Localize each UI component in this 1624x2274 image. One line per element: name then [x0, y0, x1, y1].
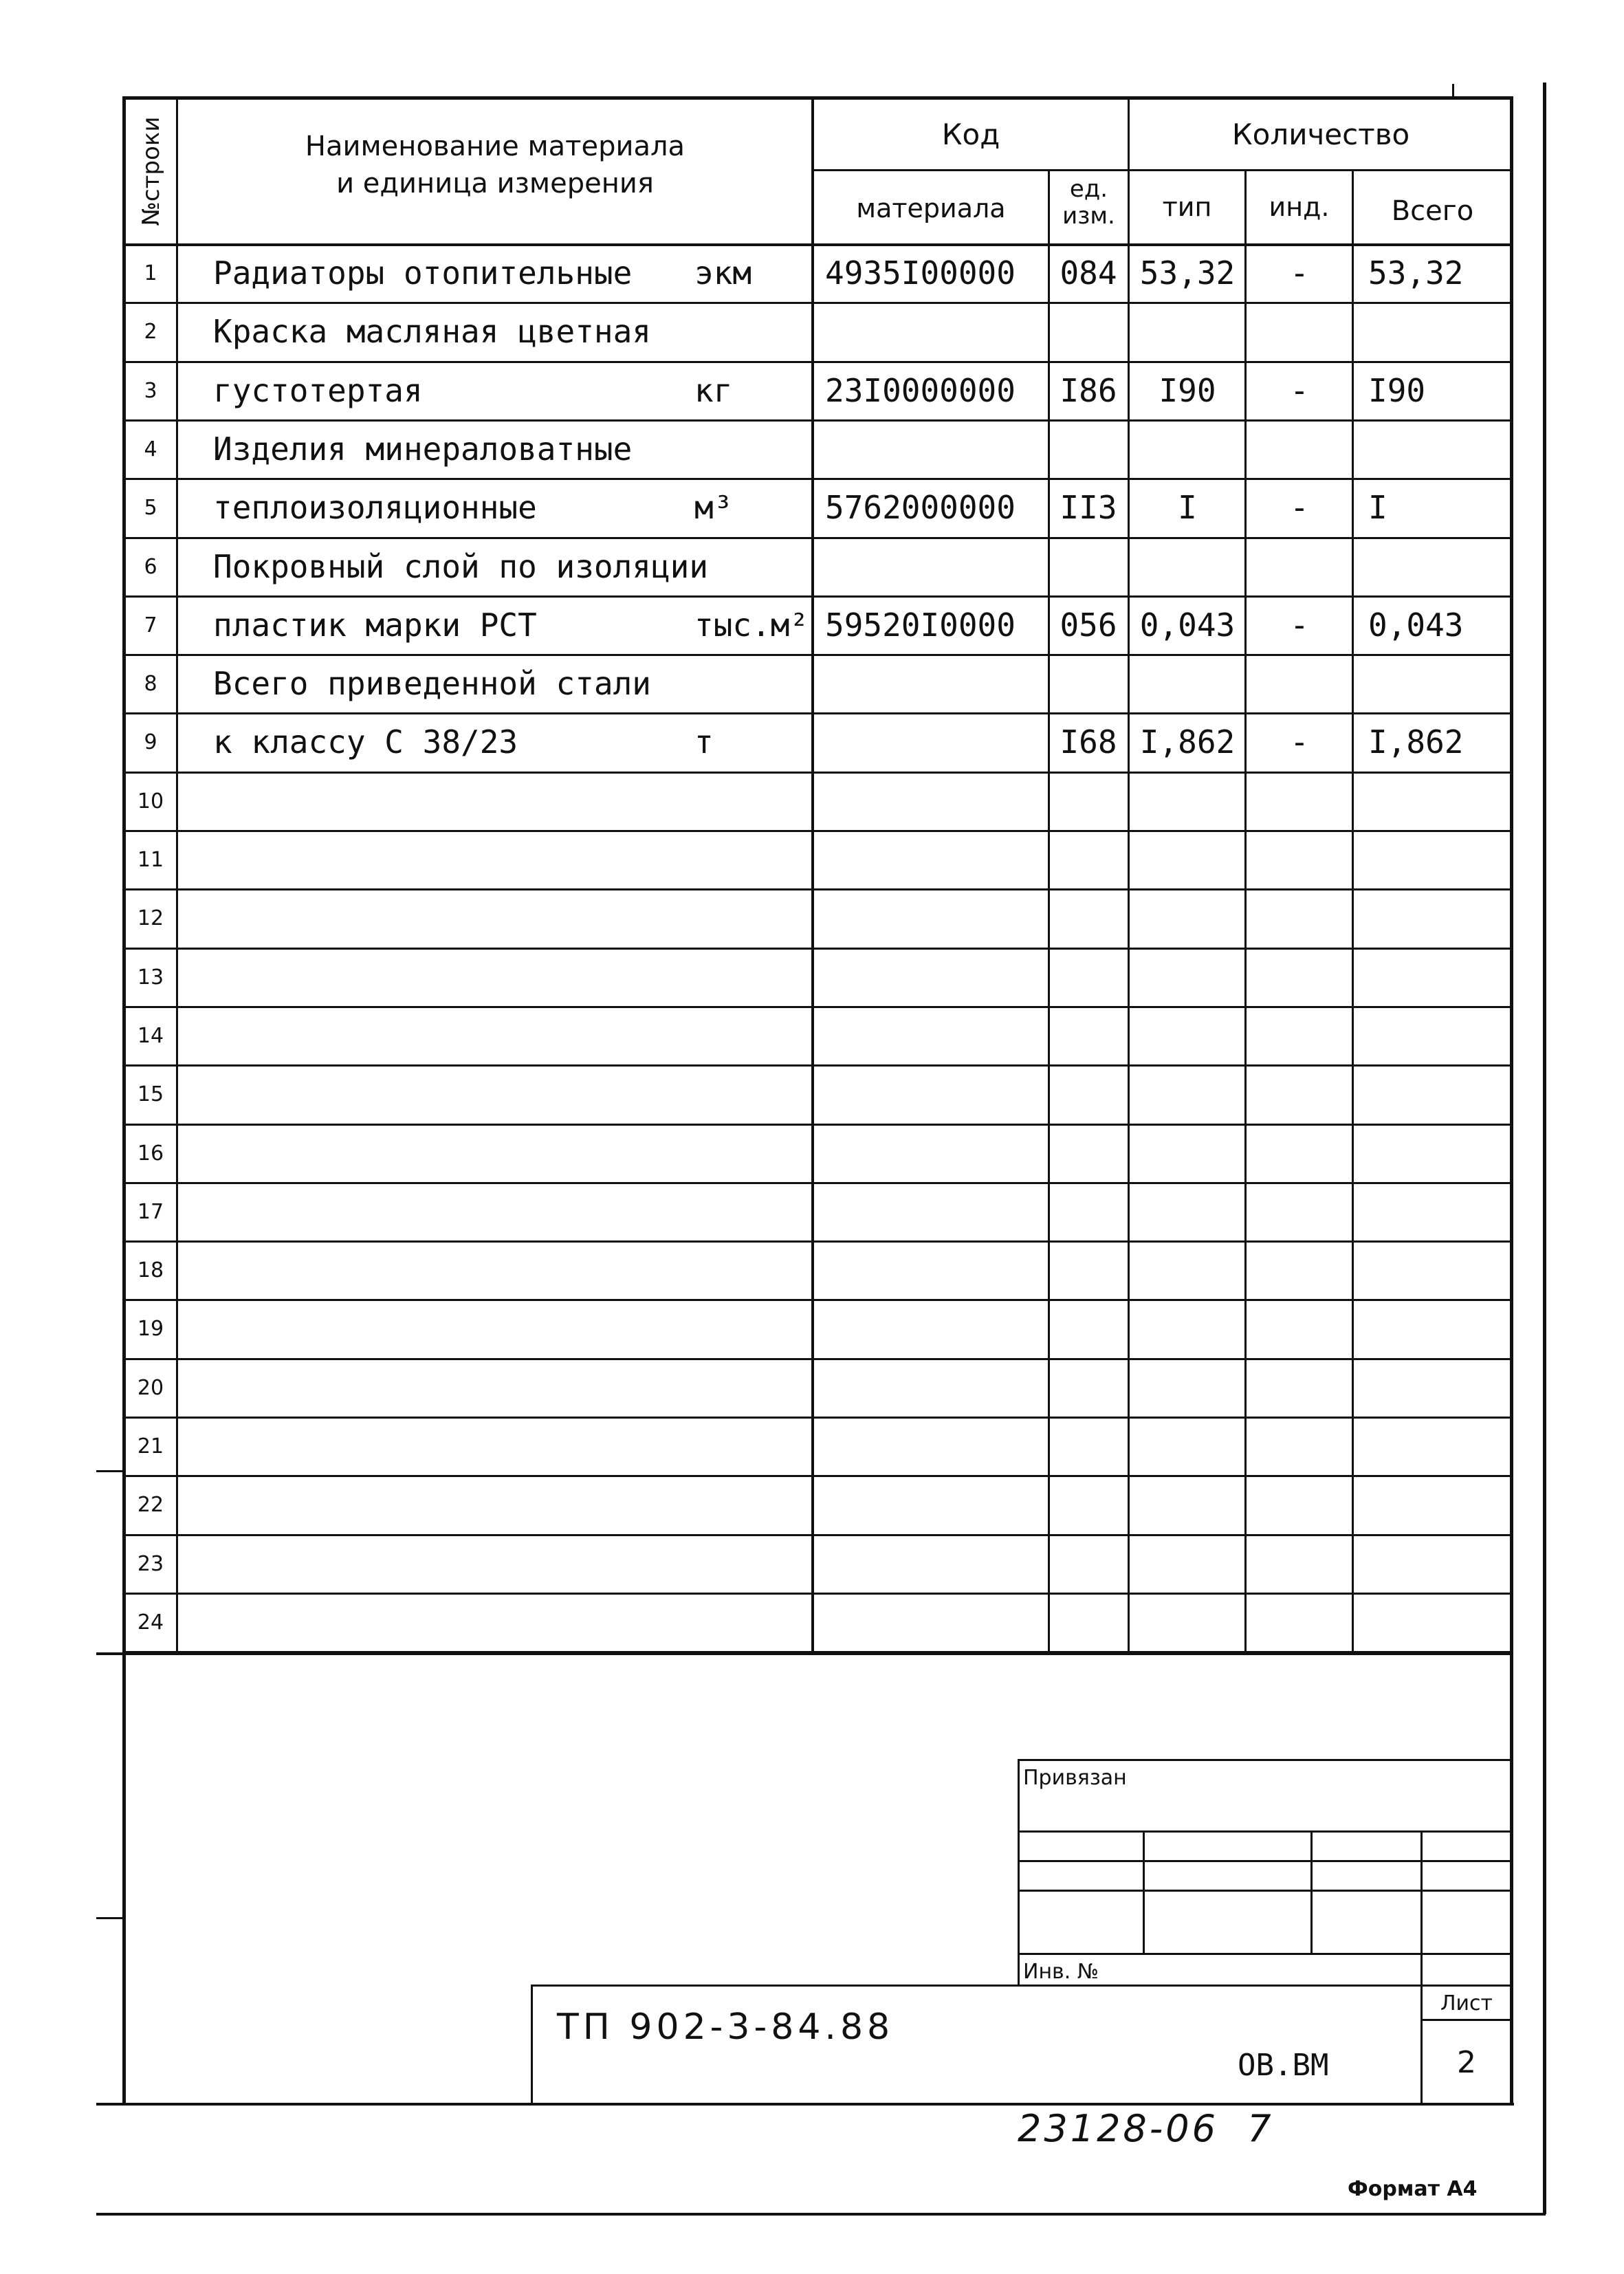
margin-tick-1: [96, 1470, 125, 1472]
cell-unit: экм: [694, 254, 752, 292]
row-number: 19: [137, 1317, 164, 1342]
cell-type: I,862: [1139, 723, 1236, 761]
cell-name: густотертая: [213, 371, 423, 409]
row-number: 23: [137, 1551, 164, 1576]
row-divider: [122, 1064, 1513, 1067]
cell-ucode: II3: [1060, 489, 1117, 527]
cell-name: теплоизоляционные: [213, 489, 537, 527]
row-number: 8: [144, 672, 157, 697]
header-code: Код: [941, 118, 1000, 151]
row-divider: [122, 302, 1513, 304]
row-divider: [122, 654, 1513, 656]
frame-bottom-line: [96, 2103, 1514, 2106]
corner-tick: [1452, 84, 1454, 98]
inv-number-label: Инв. №: [1023, 1960, 1099, 1984]
cell-ucode: I86: [1060, 371, 1117, 409]
row-divider: [122, 1534, 1513, 1536]
row-divider: [122, 712, 1513, 714]
stamp-box-left: [1018, 1759, 1020, 1986]
row-number: 9: [144, 730, 157, 755]
frame-top-line: [122, 96, 1513, 100]
cell-type: 53,32: [1139, 254, 1236, 292]
frame-right-line: [1510, 96, 1513, 2104]
header-bottom-line: [122, 243, 1513, 246]
stamp-box-top: [1018, 1759, 1511, 1761]
row-number: 2: [144, 320, 157, 345]
cell-ind: -: [1290, 254, 1309, 292]
row-number: 16: [137, 1141, 164, 1166]
sheet-number: 2: [1457, 2045, 1476, 2080]
cell-name: Радиаторы отопительные: [213, 254, 633, 292]
cell-name: Всего приведенной стали: [213, 665, 651, 703]
row-divider: [122, 419, 1513, 422]
cell-ind: -: [1290, 723, 1309, 761]
row-divider: [122, 830, 1513, 832]
cell-ucode: 056: [1060, 606, 1117, 644]
row-divider: [122, 1417, 1513, 1419]
header-material: материала: [856, 193, 1006, 223]
row-number: 22: [137, 1493, 164, 1518]
row-divider: [122, 1182, 1513, 1184]
row-number: 10: [137, 789, 164, 813]
cell-ucode: I68: [1060, 723, 1117, 761]
cell-code: 23I0000000: [825, 371, 1016, 409]
cell-unit: т: [694, 723, 714, 761]
col-line-unit: [1128, 96, 1130, 1654]
cell-code: 59520I0000: [825, 606, 1016, 644]
stamp-vline-2: [1310, 1830, 1313, 1954]
cell-name: Покровный слой по изоляции: [213, 547, 709, 585]
cell-unit: м³: [694, 489, 733, 527]
cell-ind: -: [1290, 489, 1309, 527]
row-number: 18: [137, 1258, 164, 1283]
main-stamp-top: [531, 1985, 1511, 1987]
row-number: 17: [137, 1199, 164, 1224]
row-divider: [122, 1593, 1513, 1595]
row-number: 4: [144, 437, 157, 461]
cell-name: пластик марки РСТ: [213, 606, 537, 644]
row-number: 7: [144, 613, 157, 637]
row-divider: [122, 478, 1513, 480]
row-number: 14: [137, 1023, 164, 1048]
format-label: Формат А4: [1348, 2177, 1478, 2201]
document-number: ТП 902-3-84.88: [557, 2007, 895, 2048]
col-line-rownum: [176, 96, 178, 1654]
row-divider: [122, 361, 1513, 363]
col-line-name: [811, 96, 814, 1654]
row-divider: [122, 948, 1513, 950]
cell-code: 4935I00000: [825, 254, 1016, 292]
cell-code: 5762000000: [825, 489, 1016, 527]
cell-type: I90: [1159, 371, 1216, 409]
cell-unit: кг: [694, 371, 733, 409]
cell-total: I90: [1368, 371, 1426, 409]
cell-total: 0,043: [1368, 606, 1464, 644]
cell-total: 53,32: [1368, 254, 1464, 292]
stamp-row-2: [1018, 1860, 1511, 1862]
header-total: Всего: [1391, 195, 1474, 227]
row-divider: [122, 1006, 1513, 1008]
row-divider: [122, 1299, 1513, 1301]
cell-type: I: [1178, 489, 1197, 527]
cell-type: 0,043: [1139, 606, 1236, 644]
header-ind: инд.: [1269, 192, 1330, 222]
cell-ind: -: [1290, 371, 1309, 409]
cell-name: Краска масляная цветная: [213, 313, 651, 351]
cell-name: к классу С 38/23: [213, 723, 518, 761]
row-divider: [122, 595, 1513, 598]
row-number: 3: [144, 378, 157, 403]
header-name: Наименование материала и единица измерения: [305, 131, 685, 199]
col-line-type: [1244, 171, 1247, 1654]
row-divider: [122, 1651, 1513, 1653]
cell-ucode: 084: [1060, 254, 1117, 292]
row-number: 13: [137, 965, 164, 990]
row-number: 6: [144, 554, 157, 579]
row-divider: [122, 1358, 1513, 1360]
sheet-label: Лист: [1440, 1991, 1493, 2015]
header-rownum: №строки: [138, 116, 165, 226]
handwritten-number: 23128-06 7: [1018, 2107, 1274, 2150]
row-divider: [122, 1240, 1513, 1243]
stamp-vline-1: [1143, 1830, 1145, 1954]
header-split-line: [811, 169, 1511, 171]
cell-name: Изделия минераловатные: [213, 430, 633, 468]
row-number: 24: [137, 1610, 164, 1635]
row-number: 21: [137, 1434, 164, 1458]
cell-unit: тыс.м²: [694, 606, 809, 644]
header-unit: ед. изм.: [1062, 175, 1115, 230]
row-divider: [122, 888, 1513, 890]
stamp-row-3: [1018, 1890, 1511, 1892]
row-number: 11: [137, 848, 164, 872]
margin-tick-2: [96, 1917, 125, 1919]
sheet-label-line: [1420, 2019, 1511, 2021]
header-type: тип: [1162, 192, 1212, 222]
row-divider: [122, 537, 1513, 539]
row-number: 20: [137, 1375, 164, 1400]
row-number: 1: [144, 261, 157, 285]
row-number: 12: [137, 906, 164, 931]
col-line-material: [1048, 171, 1050, 1654]
stamp-row-4: [1018, 1953, 1511, 1955]
cell-total: I,862: [1368, 723, 1464, 761]
header-quantity: Количество: [1231, 118, 1410, 151]
row-divider: [122, 1124, 1513, 1126]
row-number: 5: [144, 496, 157, 521]
col-line-ind: [1352, 171, 1354, 1654]
stamp-row-1: [1018, 1830, 1511, 1833]
cell-ind: -: [1290, 606, 1309, 644]
main-stamp-left: [531, 1985, 533, 2104]
cell-total: I: [1368, 489, 1387, 527]
row-number: 15: [137, 1082, 164, 1107]
row-divider: [122, 772, 1513, 774]
page-right-edge: [1543, 83, 1546, 2214]
privyazan-label: Привязан: [1023, 1766, 1127, 1790]
document-code: ОВ.ВМ: [1238, 2048, 1329, 2083]
page-bottom-edge: [96, 2213, 1546, 2216]
row-divider: [122, 1475, 1513, 1477]
